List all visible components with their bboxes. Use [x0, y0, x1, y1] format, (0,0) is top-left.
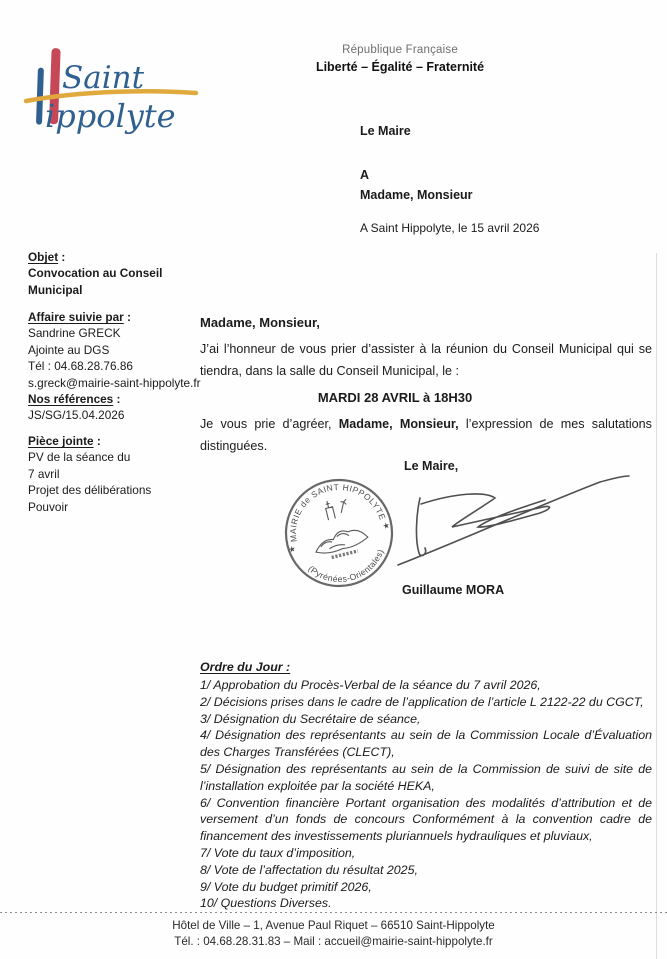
sidebar-affaire-label: Affaire suivie par: [28, 310, 124, 324]
sidebar-references-colon: :: [113, 392, 121, 406]
signature-title: Le Maire,: [404, 459, 459, 473]
saint-hippolyte-logo: [20, 40, 202, 135]
agenda-item: 7/ Vote du taux d’imposition,: [200, 845, 356, 860]
agenda-heading: Ordre du Jour :: [200, 660, 291, 674]
stamp-star-right: ★: [381, 520, 391, 532]
stamp-emblem: [305, 493, 371, 560]
agenda-item: 10/ Questions Diverses.: [200, 896, 332, 911]
agenda-section: [200, 659, 652, 912]
sidebar-piece-line: PV de la séance du: [28, 450, 131, 465]
logo-word-saint: Saint: [62, 60, 145, 96]
agenda-item: 9/ Vote du budget primitif 2026,: [200, 879, 372, 894]
sidebar-piece-jointe: [28, 433, 213, 515]
place-date-line: A Saint Hippolyte, le 15 avril 2026: [360, 221, 540, 235]
sidebar-piece-line: Pouvoir: [28, 499, 68, 514]
sidebar-affaire-line: s.greck@mairie-saint-hippolyte.fr: [28, 375, 201, 390]
agenda-item: 6/ Convention financière Portant organisation des modalités d’attribution et de versement d’un fonds de concours Conformément à la convention cadre de financement des investissements pluriannuels hydrauliques et pluviaux,: [200, 795, 652, 844]
body-paragraph-2: [200, 413, 652, 457]
logo-word-ippolyte: ippolyte: [45, 97, 176, 135]
signature-name: Guillaume MORA: [402, 583, 505, 597]
sidebar-piece-colon: :: [93, 434, 101, 448]
sidebar-objet: [28, 249, 213, 298]
sidebar-objet-label: Objet: [28, 250, 59, 264]
p2-end: l’expression de mes salutations distinguées.: [200, 417, 652, 453]
body-salutation: Madame, Monsieur,: [200, 315, 320, 330]
agenda-item: 4/ Désignation des représentants au sein de la Commission Locale d’Évaluation des Charges Transférées (CLECT),: [200, 728, 652, 760]
stamp-bottom-text: (Pyrénées-Orientales): [306, 547, 386, 584]
agenda-item: 1/ Approbation du Procès-Verbal de la séance du 7 avril 2026,: [200, 678, 541, 692]
recipient-name: Madame, Monsieur: [360, 188, 473, 202]
republic-header: [280, 44, 520, 74]
footer-address: Hôtel de Ville – 1, Avenue Paul Riquet – 66510 Saint-Hippolyte: [172, 919, 495, 932]
sidebar-affaire-line: Tél : 04.68.28.76.86: [28, 359, 133, 374]
sidebar-objet-colon: :: [58, 250, 66, 264]
agenda-item: 3/ Désignation du Secrétaire de séance,: [200, 711, 421, 726]
agenda-item: 2/ Décisions prises dans le cadre de l’application de l’article L 2122-22 du CGCT,: [200, 694, 644, 709]
sidebar-piece-heading: [28, 433, 213, 449]
agenda-item: 5/ Désignation des représentants au sein de la Commission de suivi de site de l’installation exploitée par la société HEKA,: [200, 761, 652, 793]
sidebar-piece-label: Pièce jointe: [28, 434, 94, 448]
footer-contact: Tél. : 04.68.28.31.83 – Mail : accueil@mairie-saint-hippolyte.fr: [174, 935, 493, 948]
footer-divider: [0, 912, 667, 913]
republique-francaise-text: République Française: [342, 44, 458, 56]
sidebar-piece-line: 7 avril: [28, 466, 60, 481]
sidebar-affaire-line: Sandrine GRECK: [28, 326, 121, 341]
sidebar-objet-line: Municipal: [28, 282, 83, 297]
p2-bold: Madame, Monsieur,: [338, 417, 459, 431]
sidebar-references-heading: [28, 391, 213, 407]
sender-title: Le Maire: [360, 124, 411, 138]
sidebar-references: [28, 391, 213, 424]
recipient-prefix: A: [360, 168, 370, 182]
stamp-top-text: MAIRIE de SAINT HIPPOLYTE: [287, 481, 388, 543]
devise-text: Liberté – Égalité – Fraternité: [315, 60, 485, 74]
agenda-item: 8/ Vote de l’affectation du résultat 2025,: [200, 862, 418, 877]
sidebar-objet-line: Convocation au Conseil: [28, 266, 163, 281]
sidebar-references-line: JS/SG/15.04.2026: [28, 408, 125, 423]
svg-text:MAIRIE de SAINT HIPPOLYTE: [282, 476, 388, 544]
sidebar-affaire-line: Ajointe au DGS: [28, 342, 110, 357]
sidebar-affaire-colon: :: [123, 310, 131, 324]
sidebar-objet-heading: [28, 249, 213, 265]
body-paragraph-1: J’ai l’honneur de vous prier d’assister à la réunion du Conseil Municipal qui se tiendra, dans la salle du Conseil Municipal, le :: [200, 342, 652, 378]
sidebar-piece-line: Projet des délibérations: [28, 483, 152, 498]
mayor-signature: [380, 460, 635, 575]
sidebar-affaire: [28, 309, 213, 391]
stamp-star-left: ★: [287, 544, 297, 555]
scan-artifact-line: [656, 253, 657, 959]
meeting-date-line: MARDI 28 AVRIL à 18H30: [317, 390, 473, 405]
p2-start: Je vous prie d’agréer,: [200, 417, 339, 431]
sidebar-references-label: Nos références: [28, 392, 114, 406]
sidebar-affaire-heading: [28, 309, 213, 325]
